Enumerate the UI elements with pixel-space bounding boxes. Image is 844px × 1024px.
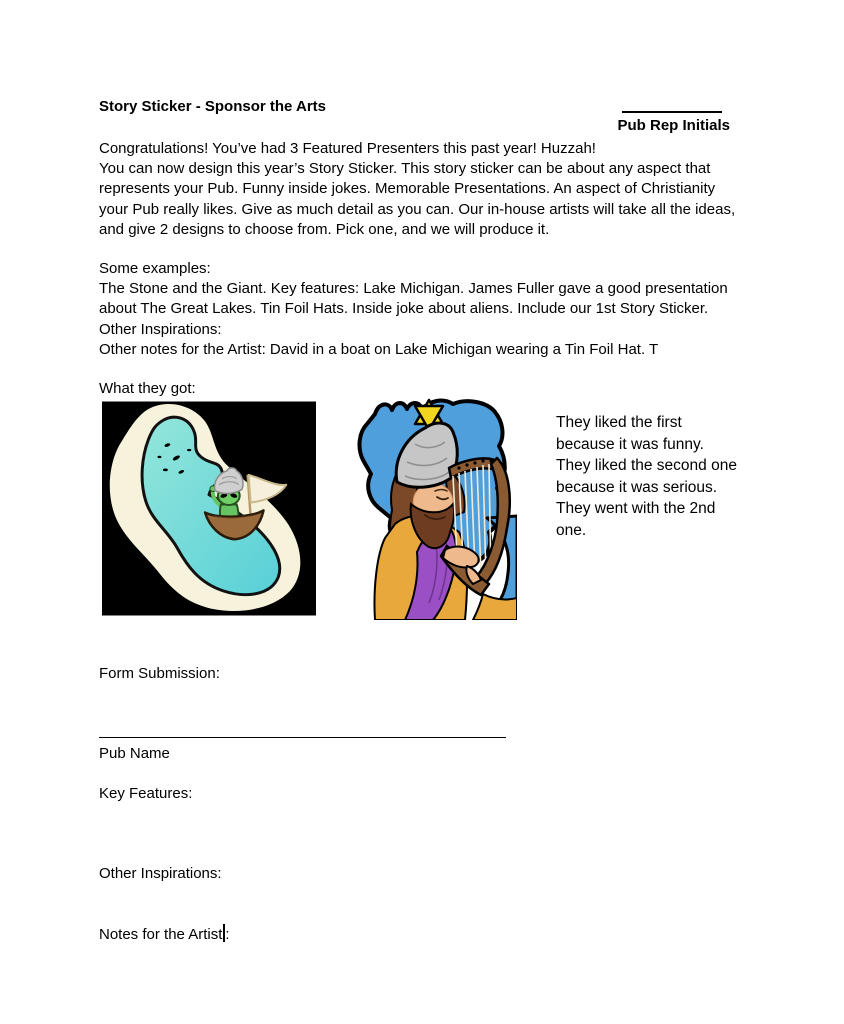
intro-line: and give 2 designs to choose from. Pick one, and we will produce it. — [99, 220, 550, 238]
gallery-caption — [556, 412, 737, 541]
david-harp-sticker-image[interactable] — [347, 398, 517, 620]
form-submission-heading: Form Submission: — [99, 665, 220, 682]
alien-boat-sticker-image[interactable] — [102, 401, 316, 616]
intro-paragraph — [99, 139, 735, 240]
examples-line: Other Inspirations: — [99, 320, 222, 338]
caption-line: one. — [556, 521, 587, 539]
key-features-label: Key Features: — [99, 785, 193, 802]
caption-line: because it was funny. — [556, 435, 704, 453]
examples-line: Other notes for the Artist: David in a boat on Lake Michigan wearing a Tin Foil Hat. T — [99, 340, 659, 358]
pub-rep-initials-label: Pub Rep Initials — [617, 117, 730, 134]
caption-line: because it was serious. — [556, 478, 718, 496]
intro-line: You can now design this year’s Story Sticker. This story sticker can be about any aspect that — [99, 160, 711, 178]
intro-line: your Pub really likes. Give as much detail as you can. Our in-house artists will take all the ideas, — [99, 200, 736, 218]
examples-paragraph — [99, 259, 728, 360]
notes-for-artist-label — [99, 924, 230, 945]
examples-line: The Stone and the Giant. Key features: Lake Michigan. James Fuller gave a good presentation — [99, 280, 728, 298]
caption-line: They went with the 2nd — [556, 500, 716, 517]
intro-line: represents your Pub. Funny inside jokes. Memorable Presentations. An aspect of Christianity — [99, 180, 716, 198]
caption-line: They liked the second one — [556, 457, 737, 474]
other-inspirations-label: Other Inspirations: — [99, 865, 222, 882]
pub-name-label: Pub Name — [99, 745, 170, 762]
examples-line: about The Great Lakes. Tin Foil Hats. Inside joke about aliens. Include our 1st Story Sticker. — [99, 300, 709, 318]
examples-line: Some examples: — [99, 260, 211, 277]
initials-signature-line — [622, 111, 722, 113]
notes-label-text: Notes for the Artist — [99, 926, 223, 943]
caption-line: They liked the first — [556, 414, 682, 431]
gallery-heading: What they got: — [99, 380, 196, 397]
intro-line: Congratulations! You’ve had 3 Featured Presenters this past year! Huzzah! — [99, 140, 596, 157]
page-title: Story Sticker - Sponsor the Arts — [99, 98, 326, 115]
pub-name-fill-in-line — [99, 737, 506, 738]
notes-label-colon: : — [225, 926, 230, 943]
